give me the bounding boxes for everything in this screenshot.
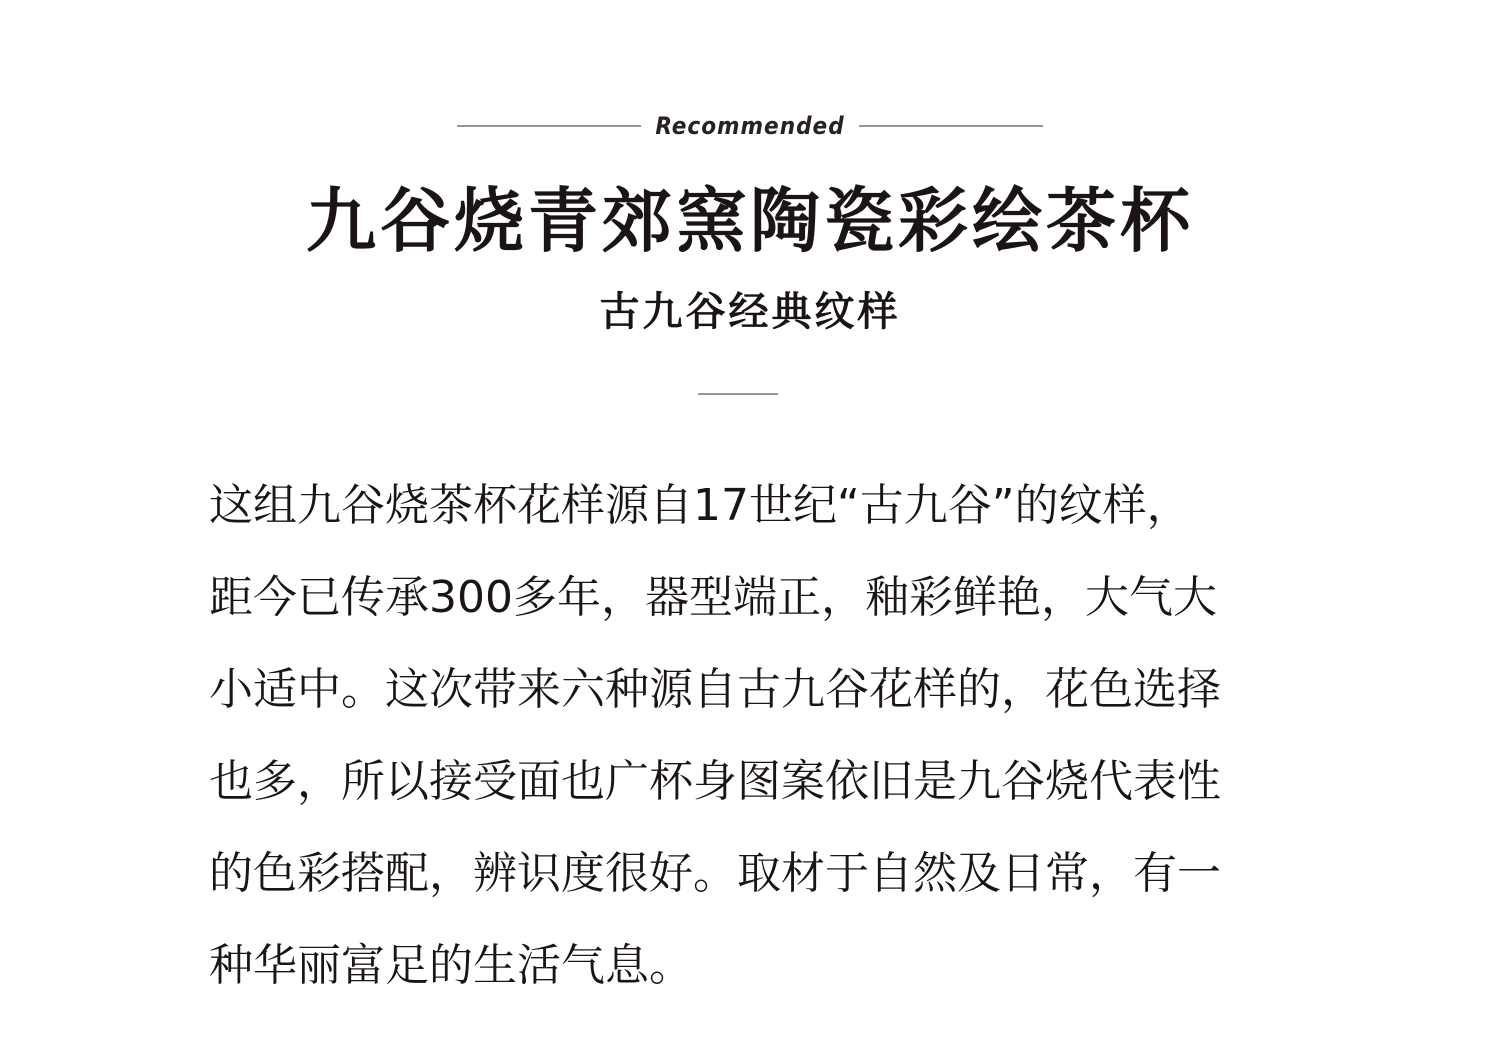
eyebrow-left-rule: [457, 125, 641, 127]
description-line: 种华丽富足的生活气息。: [209, 940, 693, 991]
page-title: 九谷烧青郊窯陶瓷彩绘茶杯: [306, 180, 1194, 262]
eyebrow-heading: [0, 106, 1500, 146]
eyebrow-right-rule: [859, 125, 1043, 127]
description-line: 也多，所以接受面也广杯身图案依旧是九谷烧代表性: [209, 756, 1221, 807]
page-subtitle: 古九谷经典纹样: [599, 289, 901, 335]
description-line: 的色彩搭配，辨识度很好。取材于自然及日常，有一: [209, 848, 1221, 899]
description-line: 小适中。这次带来六种源自古九谷花样的，花色选择: [209, 664, 1221, 715]
description-paragraph: [209, 460, 1309, 1012]
description-line: 这组九谷烧茶杯花样源自17世纪“古九谷”的纹样，: [209, 480, 1191, 531]
section-divider: [698, 393, 778, 395]
description-line: 距今已传承300多年，器型端正，釉彩鲜艳，大气大: [209, 572, 1217, 623]
eyebrow-label: Recommended: [655, 112, 845, 140]
